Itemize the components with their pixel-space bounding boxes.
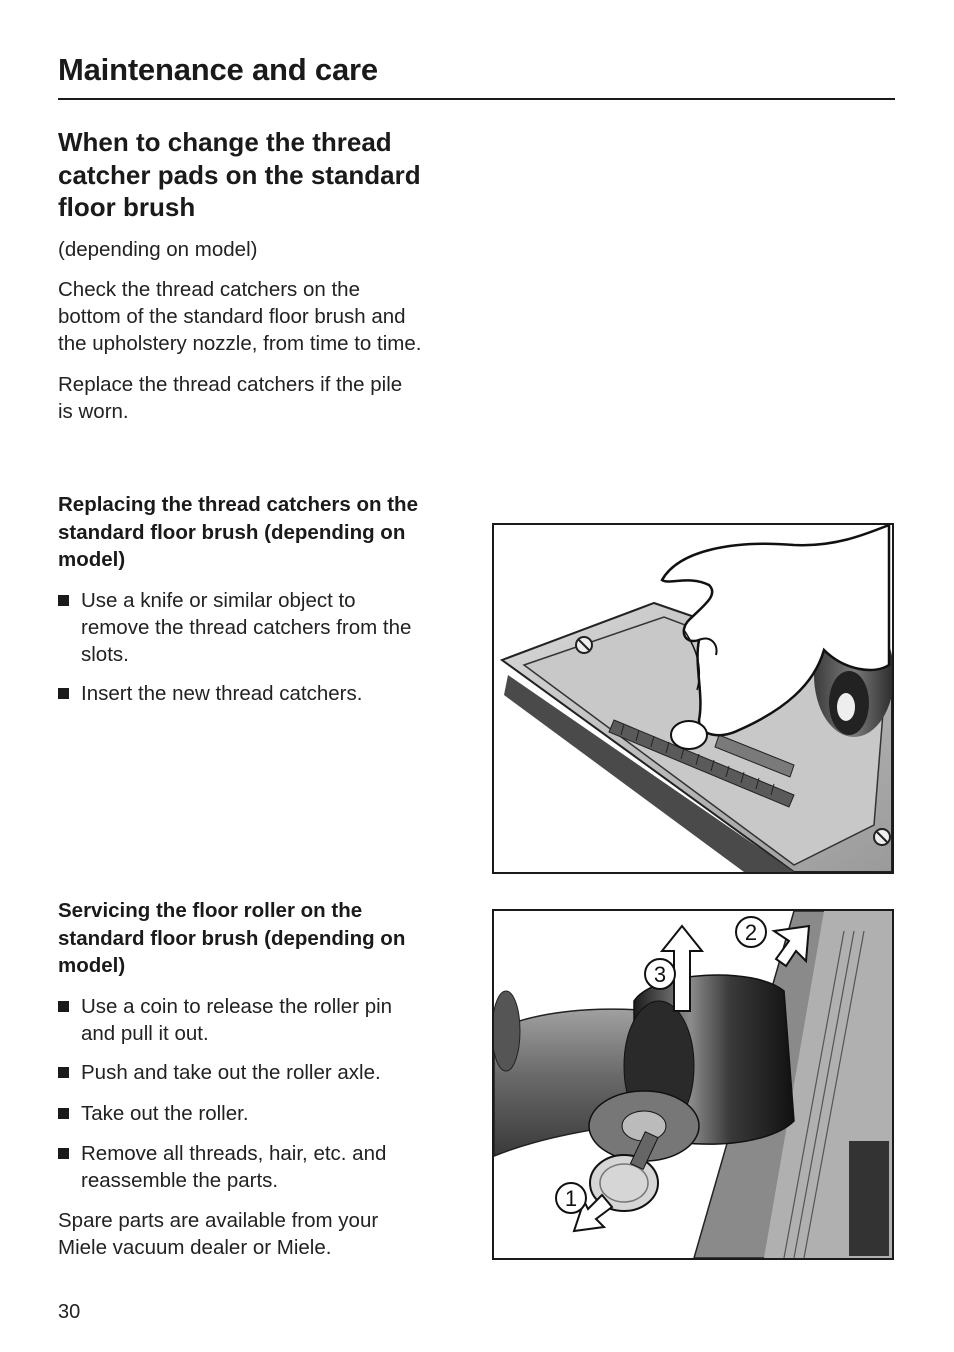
- text-line: bottom of the standard floor brush and: [58, 304, 406, 328]
- list-item: [58, 1100, 468, 1127]
- text-line: Insert the new thread catchers.: [81, 681, 363, 705]
- spare-parts-note: [58, 1207, 468, 1261]
- servicing-section: [58, 897, 468, 1261]
- callout-3: 3: [653, 962, 667, 987]
- text-line: Miele vacuum dealer or Miele.: [58, 1235, 332, 1259]
- heading-line: standard floor brush (depending on: [58, 926, 406, 950]
- text-line: the upholstery nozzle, from time to time.: [58, 331, 422, 355]
- section-intro: [58, 126, 468, 425]
- bullet-square-icon: [58, 595, 69, 606]
- text-line: Use a knife or similar object to: [81, 588, 356, 612]
- bullet-square-icon: [58, 1067, 69, 1078]
- replace-paragraph: [58, 371, 468, 425]
- heading-line: Servicing the floor roller on the: [58, 899, 363, 922]
- list-item: [58, 1140, 468, 1194]
- bullet-square-icon: [58, 688, 69, 699]
- page-number: 30: [58, 1301, 81, 1323]
- list-item: [58, 587, 468, 668]
- bullet-square-icon: [58, 1148, 69, 1159]
- callout-1: 1: [564, 1186, 578, 1211]
- list-item: [58, 993, 468, 1047]
- model-note: (depending on model): [58, 237, 258, 261]
- list-item: [58, 1059, 468, 1086]
- text-line: Replace the thread catchers if the pile: [58, 372, 403, 396]
- heading-line: Replacing the thread catchers on the: [58, 493, 418, 516]
- text-line: and pull it out.: [81, 1021, 209, 1045]
- text-line: Check the thread catchers on the: [58, 277, 360, 301]
- servicing-steps: [58, 993, 468, 1194]
- bullet-square-icon: [58, 1001, 69, 1012]
- section-heading: [58, 126, 468, 224]
- servicing-heading: [58, 897, 468, 980]
- heading-line: model): [58, 548, 126, 571]
- replacing-steps: [58, 587, 468, 707]
- heading-line: model): [58, 954, 126, 977]
- replacing-section: [58, 491, 468, 707]
- floor-roller-illustration: [492, 909, 894, 1260]
- text-line: Use a coin to release the roller pin: [81, 994, 393, 1018]
- replacing-heading: [58, 491, 468, 574]
- callout-2: 2: [744, 920, 758, 945]
- text-line: Spare parts are available from your: [58, 1208, 379, 1232]
- text-line: Push and take out the roller axle.: [81, 1060, 381, 1084]
- page-title: Maintenance and care: [58, 52, 378, 87]
- heading-line: standard floor brush (depending on: [58, 520, 406, 544]
- thread-catcher-illustration: [492, 523, 894, 874]
- check-paragraph: [58, 276, 468, 357]
- heading-line: catcher pads on the standard: [58, 159, 421, 190]
- text-line: slots.: [81, 642, 129, 666]
- text-line: Remove all threads, hair, etc. and: [81, 1141, 387, 1165]
- text-line: Take out the roller.: [81, 1101, 249, 1125]
- text-line: is worn.: [58, 399, 129, 423]
- heading-line: floor brush: [58, 192, 196, 222]
- text-line: reassemble the parts.: [81, 1168, 279, 1192]
- title-divider: [58, 98, 895, 100]
- bullet-square-icon: [58, 1108, 69, 1119]
- list-item: [58, 680, 468, 707]
- text-line: remove the thread catchers from the: [81, 615, 412, 639]
- heading-line: When to change the thread: [58, 127, 392, 157]
